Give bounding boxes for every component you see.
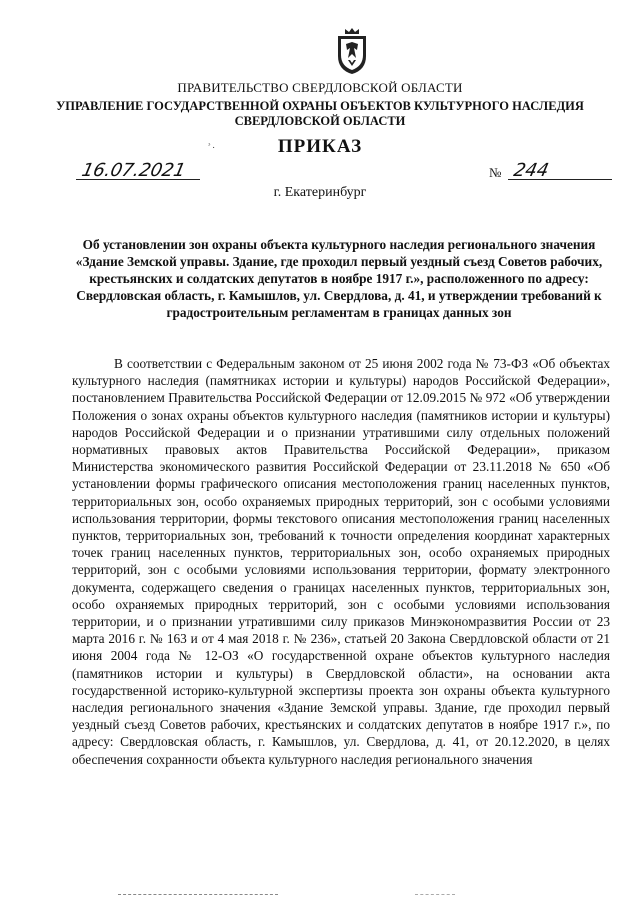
order-subject: Об установлении зон охраны объекта культурного наследия регионального значения «Здание Земской управы. Здание, где проходил первый уездный съезд Советов рабочих, крестьянских и солдатских депутатов в ноябре 1917 г.», расположенного по адресу: Свердловская область, г. Камышлов, ул. Свердлова, д. 41, и утверждении требований к градостроительным регламентам в границах данных зон — [75, 237, 603, 320]
order-date: 16.07.2021 — [79, 160, 188, 181]
page-bottom-divider — [118, 894, 278, 895]
order-number-field — [508, 158, 612, 180]
order-body-paragraph: В соответствии с Федеральным законом от 25 июня 2002 года № 73-ФЗ «Об объектах культурного наследия (памятниках истории и культуры) народов Российской Федерации», постановлением Правительства Российской Федерации от 12.09.2015 № 972 «Об утверждении Положения о зонах охраны объектов культурного наследия (памятников истории и культуры) народов Российской Федерации и о признании утратившими силу отдельных положений нормативных правовых актов Правительства Российской Федерации», приказом Министерства экономического развития Российской Федерации от 23.11.2018 № 650 «Об установлении формы графического описания местоположения границ населенных пунктов, территориальных зон, особо охраняемых природных территорий, зон с особыми условиями использования территории, формы текстового описания местоположения границ населенных пунктов, территориальных зон, требований к точности определения координат характерных точек границ населенных пунктов, территориальных зон, особо охраняемых природных территорий, зон с особыми условиями использования территории, формату электронного документа, содержащего сведения о границах населенных пунктов, территориальных зон, особо охраняемых природных территорий, зон с особыми условиями использования территории, и о признании утратившими силу приказов Минэкономразвития России от 23 марта 2016 г. № 163 и от 4 мая 2018 г. № 236», статьей 20 Закона Свердловской области от 21 июня 2004 года № 12-ОЗ «О государственной охране объектов культурного наследия (памятников истории и культуры) в Свердловской области», на основании акта государственной историко-культурной экспертизы проекта зон охраны объекта культурного наследия регионального значения «Здание Земской управы. Здание, где проходил первый уездный съезд Советов рабочих, крестьянских и солдатских депутатов в ноябре 1917 г.», по адресу: Свердловская область, г. Камышлов, ул. Свердлова, д. 41, от 20.12.2020, в целях обеспечения сохранности объекта культурного наследия регионального значения — [72, 356, 610, 767]
page-bottom-divider-right — [415, 894, 455, 895]
government-name: ПРАВИТЕЛЬСТВО СВЕРДЛОВСКОЙ ОБЛАСТИ — [177, 80, 463, 95]
sverdlovsk-coat-of-arms-icon — [333, 26, 371, 76]
order-number: 244 — [511, 160, 551, 181]
department-name: УПРАВЛЕНИЕ ГОСУДАРСТВЕННОЙ ОХРАНЫ ОБЪЕКТОВ КУЛЬТУРНОГО НАСЛЕДИЯ СВЕРДЛОВСКОЙ ОБЛАСТИ — [56, 99, 584, 128]
document-type-title: ПРИКАЗ — [277, 136, 363, 157]
order-date-field — [76, 158, 200, 180]
stray-mark: ᵓ . — [208, 140, 215, 150]
order-number-label: № — [489, 165, 502, 180]
city-line: г. Екатеринбург — [273, 185, 367, 200]
